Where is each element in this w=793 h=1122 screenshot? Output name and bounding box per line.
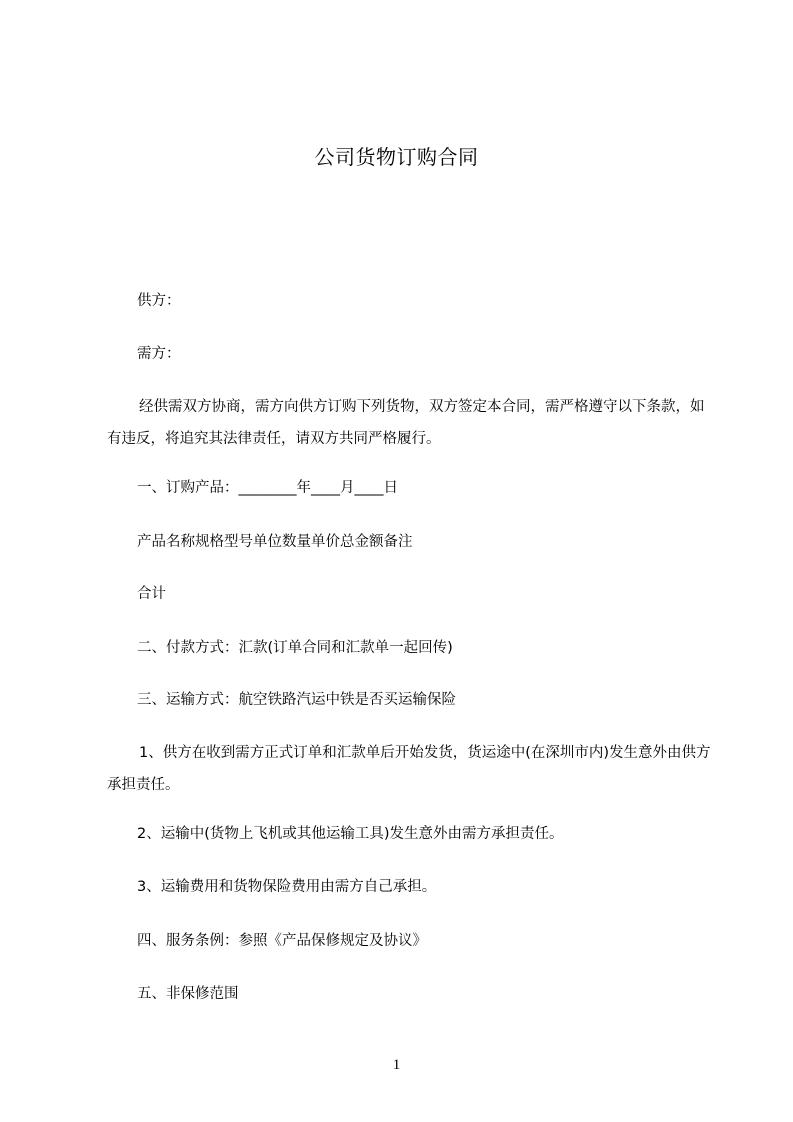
section-payment-method: 二、付款方式：汇款(订单合同和汇款单一起回传): [137, 640, 453, 656]
section-non-warranty: 五、非保修范围: [137, 986, 239, 1002]
section-service-terms: 四、服务条例：参照《产品保修规定及协议》: [137, 933, 427, 949]
total-label: 合计: [137, 586, 166, 602]
intro-paragraph: 经供需双方协商，需方向供方订购下列货物，双方签定本合同，需严格遵守以下条款，如有违反，将追究其法律责任，请双方共同严格履行。: [107, 399, 705, 447]
document-title: 公司货物订购合同: [314, 145, 479, 169]
section-transport-method: 三、运输方式：航空铁路汽运中铁是否买运输保险: [137, 692, 456, 708]
clause-3: 3、运输费用和货物保险费用由需方自己承担。: [137, 879, 437, 895]
buyer-label: 需方：: [137, 346, 181, 362]
clause-2: 2、运输中(货物上飞机或其他运输工具)发生意外由需方承担责任。: [137, 826, 564, 842]
section-order-products: 一、订购产品：________年____月____日: [137, 480, 398, 496]
clause-1: 1、供方在收到需方正式订单和汇款单后开始发货，货运途中(在深圳市内)发生意外由供方承担责任。: [107, 745, 711, 793]
product-table-header: 产品名称规格型号单位数量单价总金额备注: [137, 534, 413, 550]
page-number: 1: [392, 1057, 401, 1073]
supplier-label: 供方：: [137, 293, 181, 309]
